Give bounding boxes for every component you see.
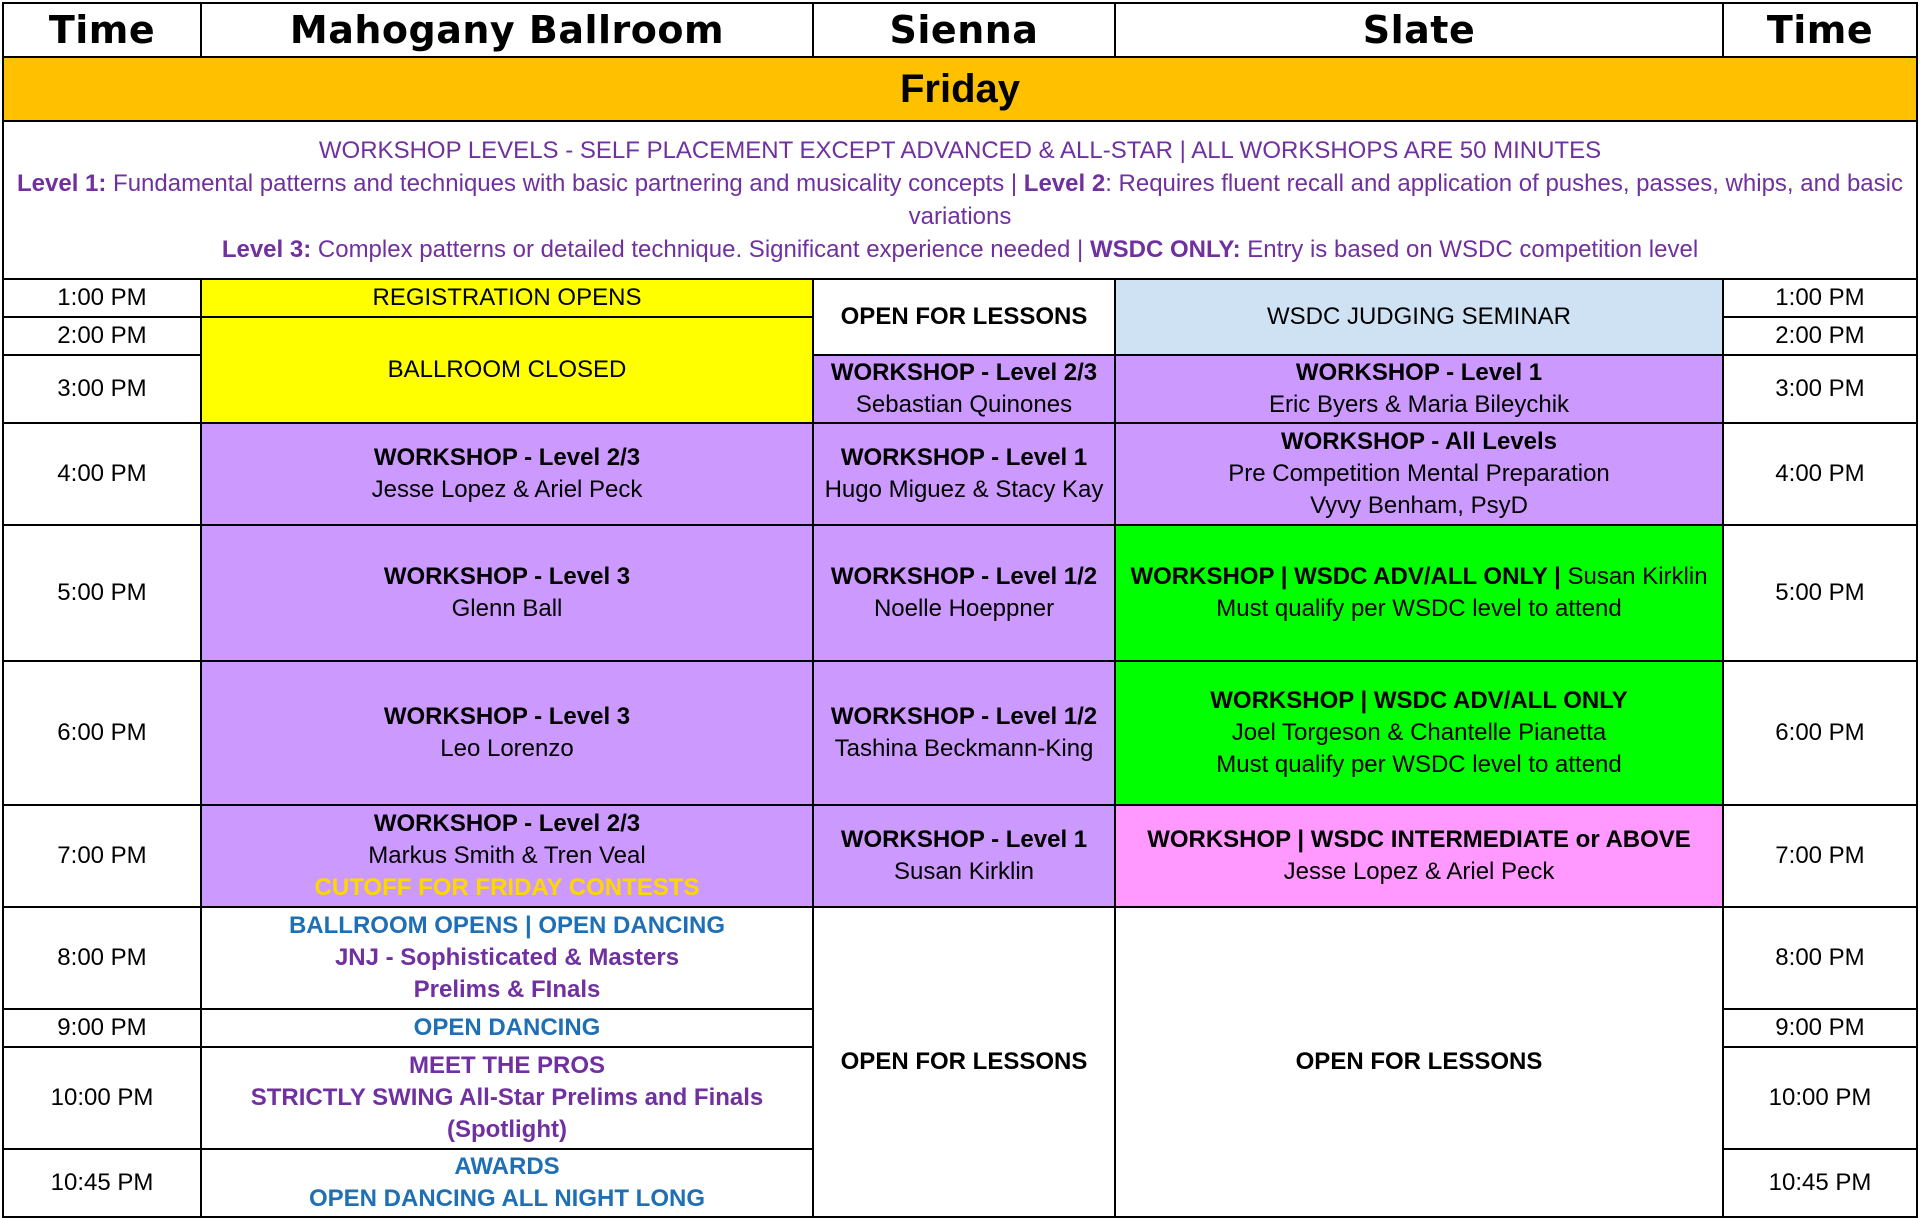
workshop-title: WORKSHOP - Level 2/3	[373, 810, 641, 838]
time-right-1045pm: 10:45 PM	[1723, 1149, 1917, 1217]
workshop-instructor: Joel Torgeson & Chantelle Pianetta	[1231, 719, 1607, 747]
header-time-right: Time	[1723, 3, 1917, 57]
slate-workshop-3pm	[1115, 355, 1723, 423]
sienna-open-for-lessons-early: OPEN FOR LESSONS	[813, 279, 1115, 355]
time-right-9pm: 9:00 PM	[1723, 1009, 1917, 1047]
workshop-instructor: Vyvy Benham, PsyD	[1310, 491, 1528, 519]
mahogany-workshop-4pm	[201, 423, 813, 525]
sienna-workshop-7pm	[813, 805, 1115, 907]
day-row	[3, 57, 1917, 121]
header-time-left: Time	[3, 3, 201, 57]
event-line-2: JNJ - Sophisticated & Masters	[334, 944, 680, 972]
time-left-1pm: 1:00 PM	[3, 279, 201, 317]
workshop-title: WORKSHOP - All Levels	[1280, 428, 1558, 456]
workshop-subtitle: Pre Competition Mental Preparation	[1228, 460, 1610, 488]
time-right-5pm: 5:00 PM	[1723, 525, 1917, 661]
workshop-levels-info	[3, 121, 1917, 279]
time-left-1045pm: 10:45 PM	[3, 1149, 201, 1217]
info-line-1: WORKSHOP LEVELS - SELF PLACEMENT EXCEPT ADVANCED & ALL-STAR | ALL WORKSHOPS ARE 50 MINUTES	[318, 136, 1602, 164]
workshop-title: WORKSHOP - Level 3	[383, 703, 631, 731]
time-left-3pm: 3:00 PM	[3, 355, 201, 423]
workshop-title-line	[1124, 561, 1714, 593]
workshop-title: WORKSHOP - Level 1	[840, 826, 1088, 854]
info-line-3	[12, 233, 1908, 266]
row-4pm	[3, 423, 1917, 525]
mahogany-workshop-7pm	[201, 805, 813, 907]
level3-label: Level 3:	[221, 236, 312, 264]
info-line-2	[12, 167, 1908, 233]
header-mahogany-ballroom: Mahogany Ballroom	[201, 3, 813, 57]
level2-label: Level 2	[1023, 169, 1106, 197]
workshop-instructor: Leo Lorenzo	[440, 735, 574, 762]
workshop-instructor: Glenn Ball	[451, 595, 563, 622]
time-left-10pm: 10:00 PM	[3, 1047, 201, 1149]
time-right-4pm: 4:00 PM	[1723, 423, 1917, 525]
time-left-6pm: 6:00 PM	[3, 661, 201, 805]
header-sienna: Sienna	[813, 3, 1115, 57]
mahogany-ballroom-closed: BALLROOM CLOSED	[201, 317, 813, 423]
workshop-instructor: Markus Smith & Tren Veal	[368, 842, 646, 870]
row-7pm	[3, 805, 1917, 907]
time-right-10pm: 10:00 PM	[1723, 1047, 1917, 1149]
mahogany-event-9pm	[201, 1009, 813, 1047]
event-line-3: Prelims & FInals	[413, 975, 601, 1003]
slate-workshop-6pm	[1115, 661, 1723, 805]
wsdc-text: Entry is based on WSDC competition level	[1240, 236, 1699, 264]
event-line-1: BALLROOM OPENS | OPEN DANCING	[288, 912, 726, 940]
slate-open-for-lessons-late: OPEN FOR LESSONS	[1115, 907, 1723, 1217]
event-line-1: MEET THE PROS	[408, 1052, 606, 1080]
info-row	[3, 121, 1917, 279]
workshop-title: WORKSHOP | WSDC ADV/ALL ONLY	[1210, 687, 1628, 715]
time-right-8pm: 8:00 PM	[1723, 907, 1917, 1009]
wsdc-label: WSDC ONLY:	[1089, 236, 1241, 264]
time-left-8pm: 8:00 PM	[3, 907, 201, 1009]
sienna-workshop-6pm	[813, 661, 1115, 805]
workshop-title-bold: WORKSHOP	[383, 563, 528, 591]
time-right-1pm: 1:00 PM	[1723, 279, 1917, 317]
workshop-instructor: Sebastian Quinones	[855, 391, 1073, 418]
slate-judging-seminar: WSDC JUDGING SEMINAR	[1115, 279, 1723, 355]
workshop-note: Must qualify per WSDC level to attend	[1216, 750, 1622, 778]
level1-label: Level 1:	[16, 169, 107, 197]
time-left-9pm: 9:00 PM	[3, 1009, 201, 1047]
row-1pm	[3, 279, 1917, 317]
row-6pm	[3, 661, 1917, 805]
header-row	[3, 3, 1917, 57]
event-line-2: STRICTLY SWING All-Star Prelims and Finals	[250, 1084, 764, 1112]
time-left-7pm: 7:00 PM	[3, 805, 201, 907]
sienna-open-for-lessons-late: OPEN FOR LESSONS	[813, 907, 1115, 1217]
event-line-1: OPEN DANCING	[413, 1014, 601, 1042]
day-title: Friday	[3, 57, 1917, 121]
workshop-instructor: Eric Byers & Maria Bileychik	[1268, 391, 1570, 418]
workshop-instructor: Jesse Lopez & Ariel Peck	[1283, 858, 1555, 885]
workshop-title-level: - Level 3	[527, 563, 631, 591]
workshop-title: WORKSHOP - Level 1/2	[830, 563, 1098, 591]
mahogany-event-1045pm	[201, 1149, 813, 1217]
workshop-instructor: Jesse Lopez & Ariel Peck	[371, 476, 643, 503]
workshop-instructor: Susan Kirklin	[1560, 563, 1708, 591]
slate-workshop-4pm	[1115, 423, 1723, 525]
workshop-instructor: Susan Kirklin	[893, 858, 1035, 885]
workshop-note: Must qualify per WSDC level to attend	[1216, 595, 1622, 622]
time-left-4pm: 4:00 PM	[3, 423, 201, 525]
event-line-3: (Spotlight)	[447, 1115, 567, 1143]
time-left-2pm: 2:00 PM	[3, 317, 201, 355]
workshop-title: WORKSHOP - Level 1	[1295, 359, 1543, 387]
slate-workshop-7pm	[1115, 805, 1723, 907]
sienna-workshop-4pm	[813, 423, 1115, 525]
header-slate: Slate	[1115, 3, 1723, 57]
workshop-title: WORKSHOP - Level 1	[840, 444, 1088, 472]
slate-workshop-5pm	[1115, 525, 1723, 661]
time-right-2pm: 2:00 PM	[1723, 317, 1917, 355]
workshop-title: WORKSHOP - Level 1/2	[830, 703, 1098, 731]
time-right-7pm: 7:00 PM	[1723, 805, 1917, 907]
event-line-1: AWARDS	[454, 1153, 560, 1181]
workshop-instructor: Tashina Beckmann-King	[834, 735, 1094, 762]
contest-cutoff-note: CUTOFF FOR FRIDAY CONTESTS	[314, 873, 700, 901]
mahogany-registration: REGISTRATION OPENS	[201, 279, 813, 317]
sienna-workshop-5pm	[813, 525, 1115, 661]
event-line-2: OPEN DANCING ALL NIGHT LONG	[309, 1185, 705, 1212]
time-left-5pm: 5:00 PM	[3, 525, 201, 661]
workshop-title: WORKSHOP - Level 2/3	[373, 444, 641, 472]
row-5pm	[3, 525, 1917, 661]
workshop-title: WORKSHOP - Level 2/3	[830, 359, 1098, 387]
workshop-title: WORKSHOP | WSDC ADV/ALL ONLY |	[1130, 563, 1561, 591]
time-right-3pm: 3:00 PM	[1723, 355, 1917, 423]
level1-text: Fundamental patterns and techniques with basic partnering and musicality concepts |	[106, 169, 1024, 197]
mahogany-workshop-6pm	[201, 661, 813, 805]
workshop-instructor: Noelle Hoeppner	[873, 595, 1055, 622]
friday-schedule-table	[2, 2, 1918, 1218]
mahogany-event-8pm	[201, 907, 813, 1009]
mahogany-event-10pm	[201, 1047, 813, 1149]
mahogany-workshop-5pm	[201, 525, 813, 661]
time-right-6pm: 6:00 PM	[1723, 661, 1917, 805]
sienna-workshop-3pm	[813, 355, 1115, 423]
workshop-title: WORKSHOP | WSDC INTERMEDIATE or ABOVE	[1147, 826, 1691, 854]
row-8pm	[3, 907, 1917, 1009]
level3-text: Complex patterns or detailed technique. Significant experience needed |	[311, 236, 1090, 264]
workshop-instructor: Hugo Miguez & Stacy Kay	[824, 476, 1104, 503]
workshop-title	[210, 561, 804, 593]
level2-text: : Requires fluent recall and application of pushes, passes, whips, and basic variations	[908, 169, 1903, 230]
